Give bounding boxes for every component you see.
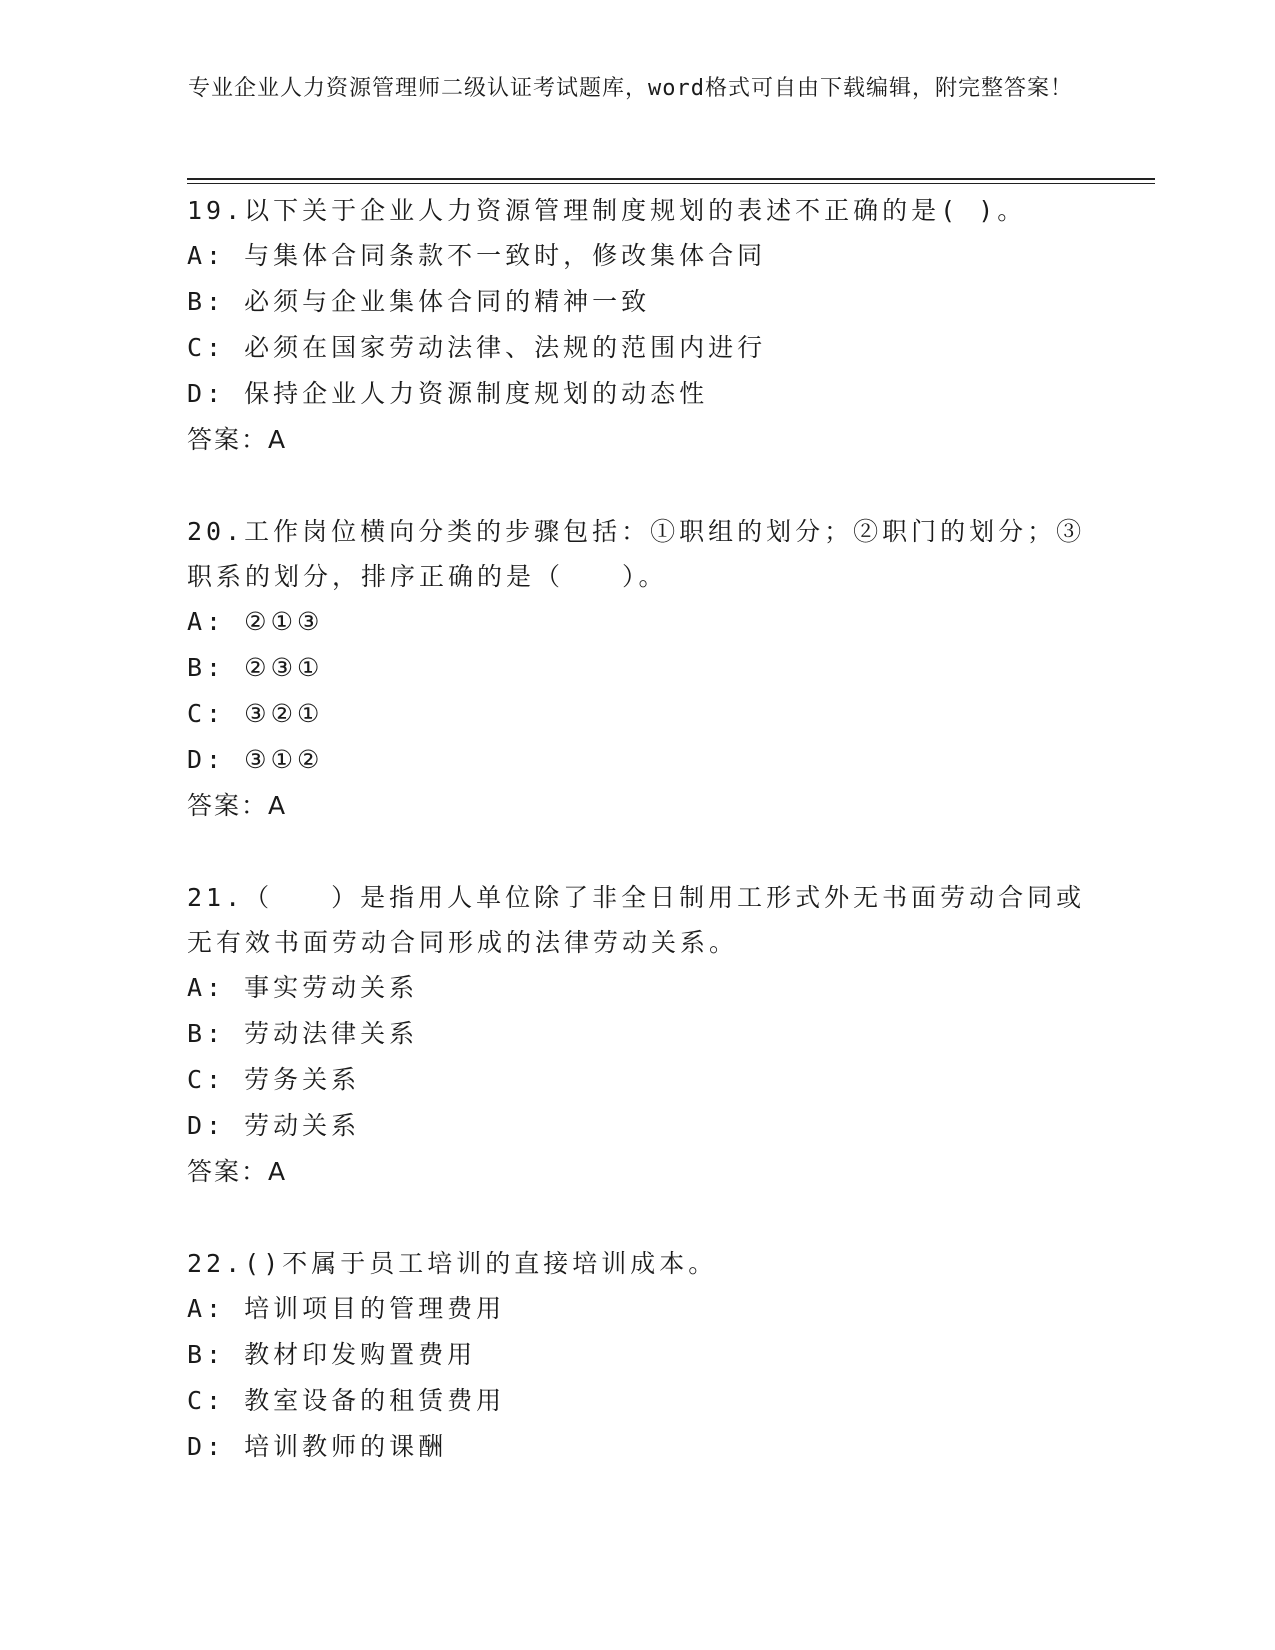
question-19 bbox=[187, 188, 1087, 463]
option-b: B: 劳动法律关系 bbox=[187, 1019, 419, 1048]
option-d: D: 劳动关系 bbox=[187, 1111, 361, 1140]
option-a: A: 培训项目的管理费用 bbox=[187, 1294, 506, 1323]
document-header: 专业企业人力资源管理师二级认证考试题库，word格式可自由下载编辑，附完整答案！ bbox=[188, 76, 1073, 101]
option-a: A: ②①③ bbox=[187, 607, 324, 636]
option-b: B: 教材印发购置费用 bbox=[187, 1340, 477, 1369]
question-text: 20.工作岗位横向分类的步骤包括：①职组的划分；②职门的划分；③职系的划分，排序正确的是（ ）。 bbox=[187, 517, 1086, 591]
header-rule-thick bbox=[187, 178, 1155, 180]
option-b: B: ②③① bbox=[187, 653, 324, 682]
header-rule-thin bbox=[187, 183, 1155, 184]
question-text: 22.()不属于员工培训的直接培训成本。 bbox=[187, 1249, 718, 1278]
option-d: D: 保持企业人力资源制度规划的动态性 bbox=[187, 379, 709, 408]
question-20 bbox=[187, 509, 1087, 829]
spacer bbox=[187, 829, 1087, 875]
option-c: C: ③②① bbox=[187, 699, 324, 728]
option-d: D: ③①② bbox=[187, 745, 324, 774]
answer: 答案：A bbox=[187, 1157, 288, 1186]
option-c: C: 必须在国家劳动法律、法规的范围内进行 bbox=[187, 333, 767, 362]
question-text: 19.以下关于企业人力资源管理制度规划的表述不正确的是( )。 bbox=[187, 196, 1027, 225]
question-21 bbox=[187, 875, 1087, 1195]
option-c: C: 教室设备的租赁费用 bbox=[187, 1386, 506, 1415]
option-c: C: 劳务关系 bbox=[187, 1065, 361, 1094]
option-a: A: 与集体合同条款不一致时，修改集体合同 bbox=[187, 241, 767, 270]
question-text: 21.（ ）是指用人单位除了非全日制用工形式外无书面劳动合同或无有效书面劳动合同形成的法律劳动关系。 bbox=[187, 883, 1086, 957]
option-d: D: 培训教师的课酬 bbox=[187, 1432, 448, 1461]
question-list bbox=[187, 188, 1087, 1470]
spacer bbox=[187, 1195, 1087, 1241]
answer: 答案：A bbox=[187, 791, 288, 820]
option-b: B: 必须与企业集体合同的精神一致 bbox=[187, 287, 651, 316]
question-22 bbox=[187, 1241, 1087, 1470]
answer: 答案：A bbox=[187, 425, 288, 454]
option-a: A: 事实劳动关系 bbox=[187, 973, 419, 1002]
spacer bbox=[187, 463, 1087, 509]
